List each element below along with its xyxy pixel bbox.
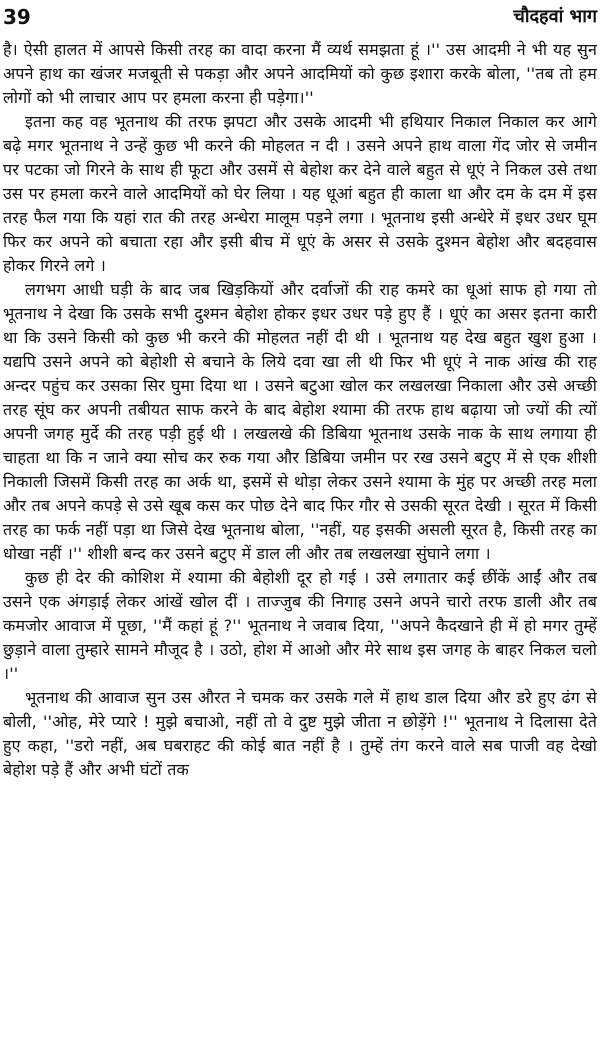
- body-text: [3, 38, 597, 782]
- paragraph-1: है। ऐसी हालत में आपसे किसी तरह का वादा करना मैं व्यर्थ समझता हूं ।'' उस आदमी ने भी यह सुन अपने हाथ का खंजर मजबूती से पकड़ा और अपने आदमियों को कुछ इशारा करके बोला, ''तब तो हम लोगों को भी लाचार आप पर हमला करना ही पड़ेगा।'': [3, 40, 597, 107]
- page-number: 39: [3, 5, 31, 29]
- page-header: [3, 4, 597, 30]
- paragraph-3: लगभग आधी घड़ी के बाद जब खिड़कियों और दर्वाजों की राह कमरे का धूआं साफ हो गया तो भूतनाथ ने देखा कि उसके सभी दुश्मन बेहोश होकर इधर उधर पड़े हुए हैं । धूएं का असर इतना कारी था कि उसने किसी को कुछ भी करने की मोहलत नहीं दी थी । भूतनाथ यह देख बहुत खुश हुआ । यद्यपि उसने अपने को बेहोशी से बचाने के लिये दवा खा ली थी फिर भी धूएं ने नाक आंख की राह अन्दर पहुंच कर उसका सिर घुमा दिया था । उसने बटुआ खोल कर लखलखा निकाला और उसे अच्छी तरह सूंघ कर अपनी तबीयत साफ करने के बाद बेहोश श्यामा की तरफ हाथ बढ़ाया जो ज्यों की त्यों अपनी जगह मुर्दे की तरह पड़ी हुई थी । लखलखे की डिबिया भूतनाथ उसके नाक के साथ लगाया ही चाहता था कि न जाने क्या सोच कर रुक गया और डिबिया जमीन पर रख उसने बटुए में से एक शीशी निकाली जिसमें किसी तरह का अर्क था, इसमें से थोड़ा लेकर उसने श्यामा के मुंह पर अच्छी तरह मला और तब अपने कपड़े से उसे खूब कस कर पोछ देने बाद फिर गौर से उसकी सूरत देखी । सूरत में किसी तरह का फर्क नहीं पड़ा था जिसे देख भूतनाथ बोला, ''नहीं, यह इसकी असली सूरत है, किसी तरह का धोखा नहीं ।'' शीशी बन्द कर उसने बटुए में डाल ली और तब लखलखा सुंघाने लगा ।: [3, 280, 597, 563]
- paragraph-4: कुछ ही देर की कोशिश में श्यामा की बेहोशी दूर हो गई । उसे लगातार कई छींकें आईं और तब उसने एक अंगड़ाई लेकर आंखें खोल दीं । ताज्जुब की निगाह उसने अपने चारो तरफ डाली और तब कमजोर आवाज में पूछा, ''मैं कहां हूं ?'' भूतनाथ ने जवाब दिया, ''अपने कैदखाने ही में हो मगर तुम्हें छुड़ाने वाला तुम्हारे सामने मौजूद है । उठो, होश में आओ और मेरे साथ इस जगह के बाहर निकल चलो ।'': [3, 568, 597, 683]
- paragraph-2: इतना कह वह भूतनाथ की तरफ झपटा और उसके आदमी भी हथियार निकाल निकाल कर आगे बढ़े मगर भूतनाथ ने उन्हें कुछ भी करने की मोहलत न दी । उसने अपने हाथ वाला गेंद जोर से जमीन पर पटका जो गिरने के साथ ही फूटा और उसमें से बेहोश कर देने वाले बहुत से धूएं ने निकल उसे तथा उस पर हमला करने वाले आदमियों को घेर लिया । यह धूआं बहुत ही काला था और दम के दम में इस तरह फैल गया कि यहां रात की तरह अन्धेरा मालूम पड़ने लगा । भूतनाथ इसी अन्धेरे में इधर उधर घूम फिर कर अपने को बचाता रहा और इसी बीच में धूएं के असर से उसके दुश्मन बेहोश और बदहवास होकर गिरने लगे ।: [3, 112, 597, 275]
- part-title: चौदहवां भाग: [513, 6, 597, 27]
- paragraph-5: भूतनाथ की आवाज सुन उस औरत ने चमक कर उसके गले में हाथ डाल दिया और डरे हुए ढंग से बोली, ''ओह, मेरे प्यारे ! मुझे बचाओ, नहीं तो वे दुष्ट मुझे जीता न छोड़ेंगे !'' भूतनाथ ने दिलासा देते हुए कहा, ''डरो नहीं, अब घबराहट की कोई बात नहीं है । तुम्हें तंग करने वाले सब पाजी वह देखो बेहोश पड़े हैं और अभी घंटों तक: [3, 688, 597, 779]
